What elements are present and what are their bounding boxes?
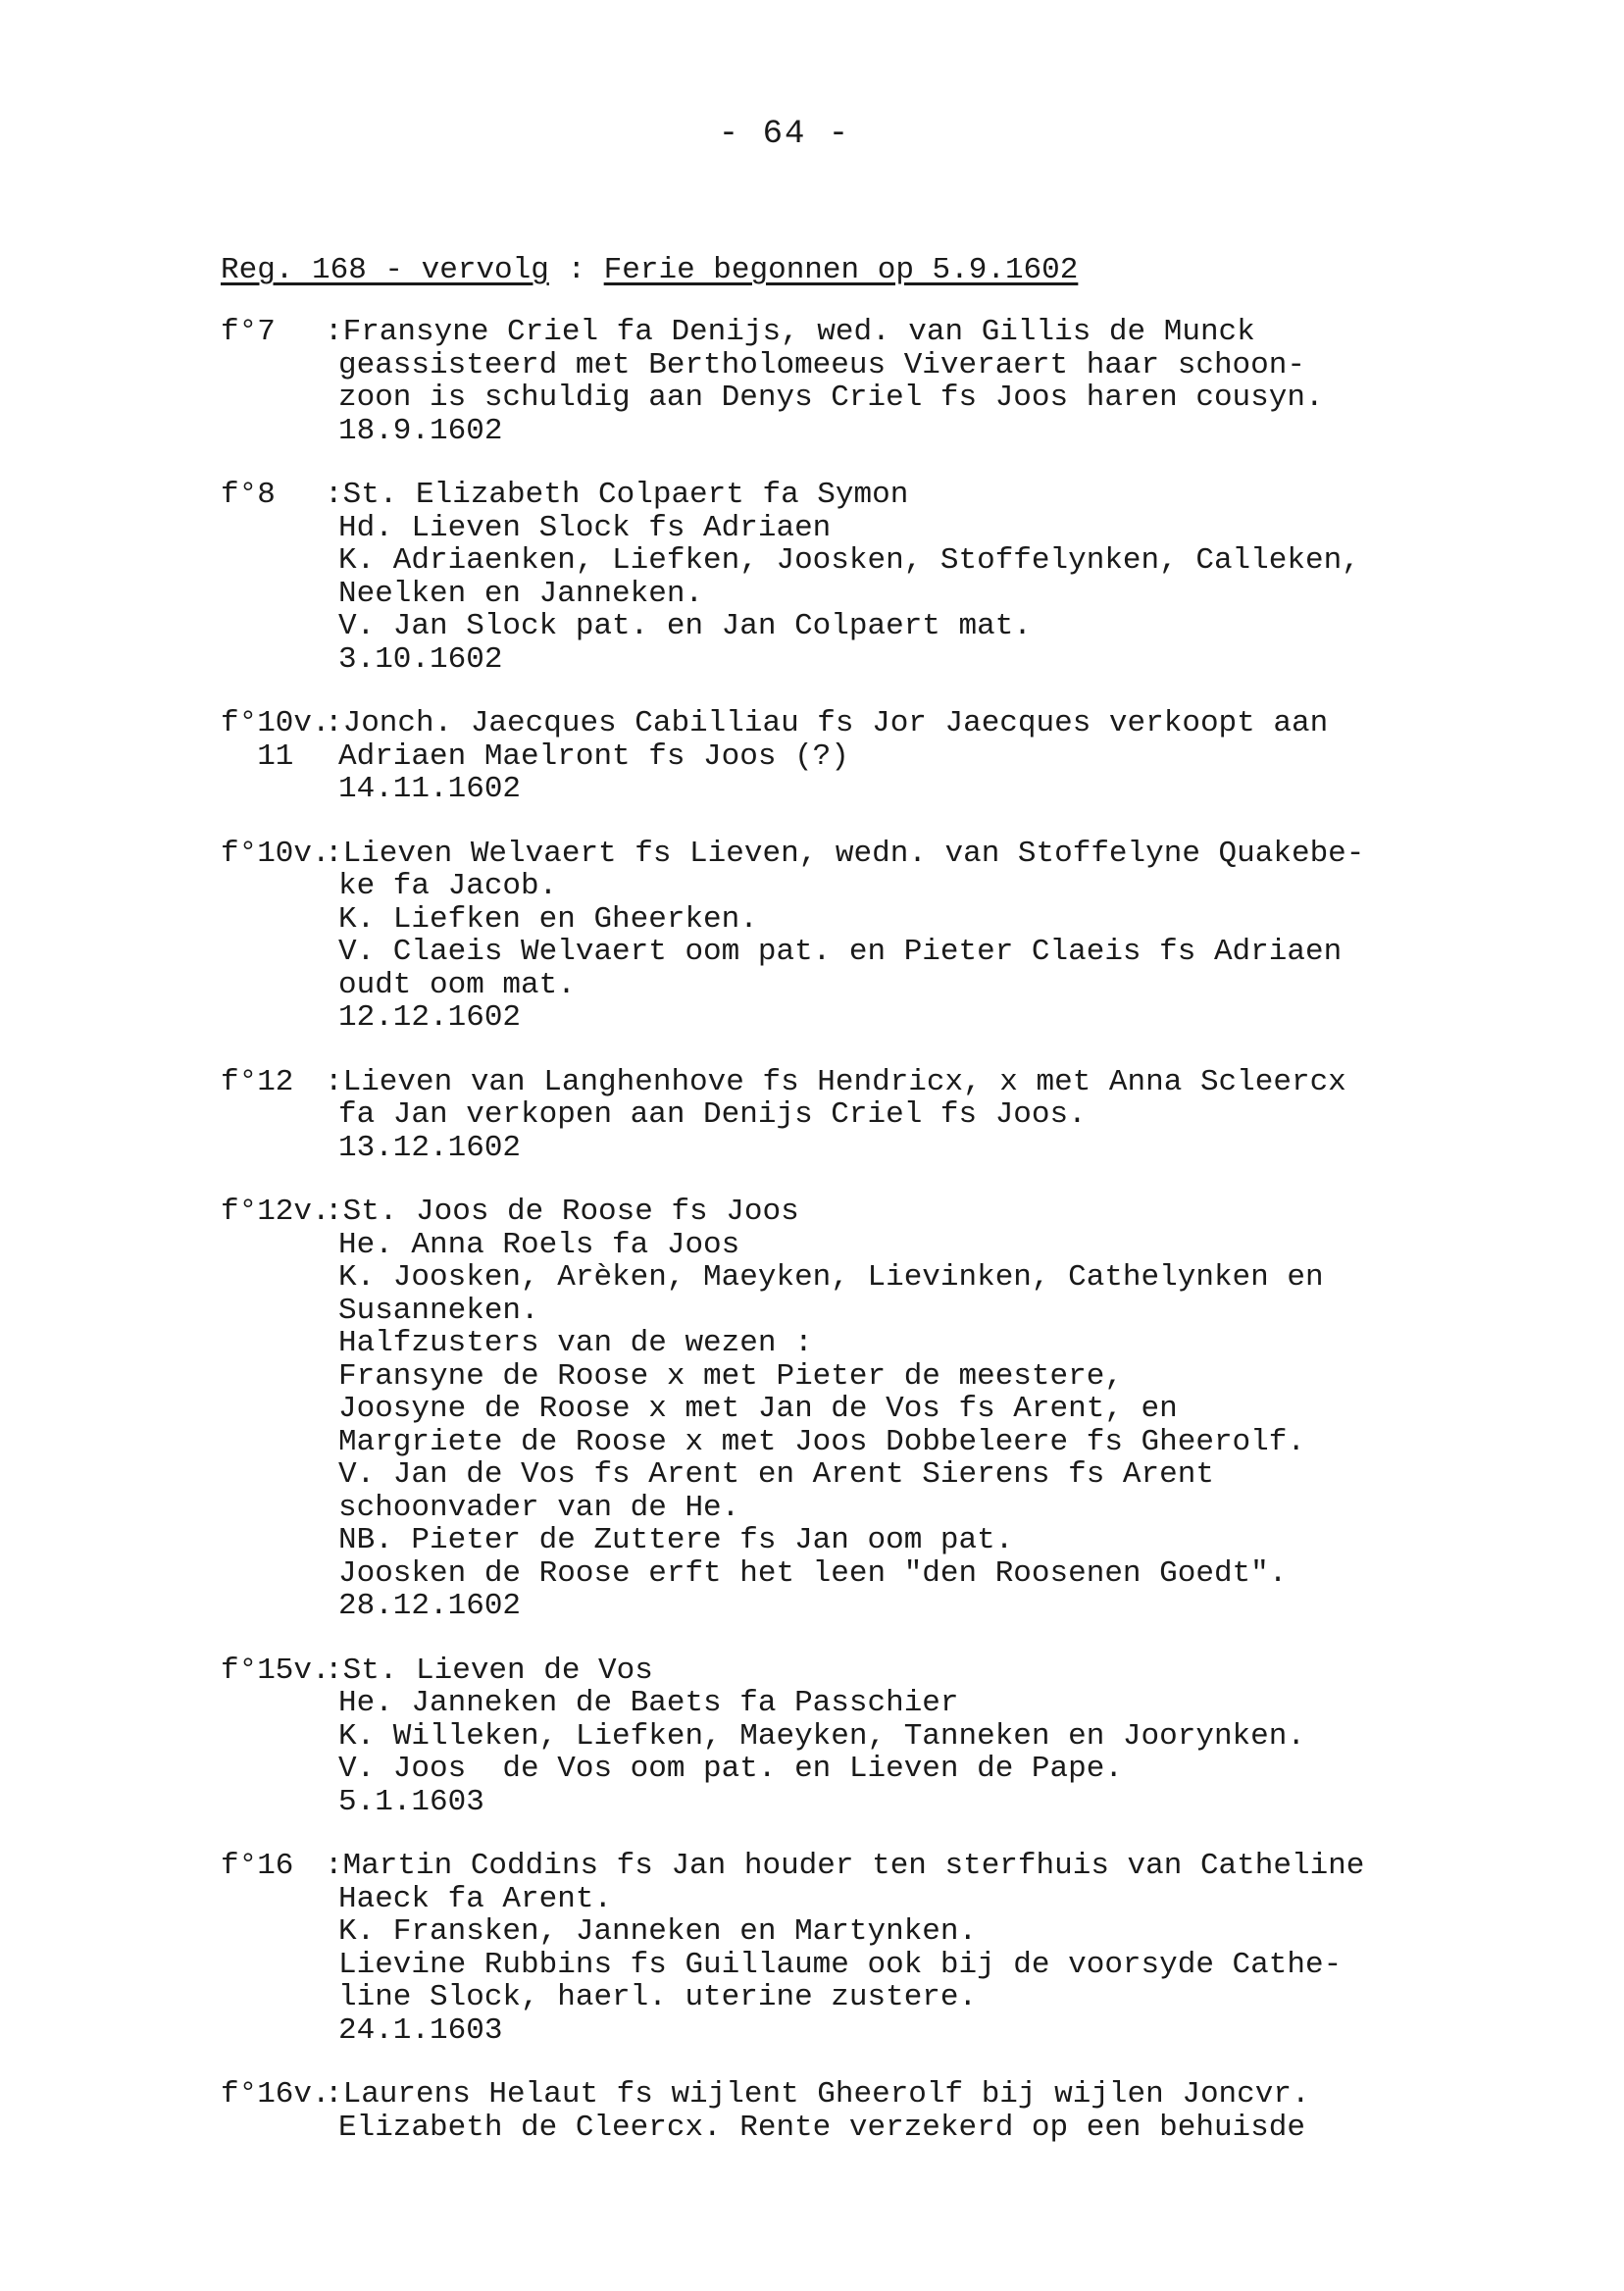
entry-text [325, 706, 1496, 806]
folio-reference [221, 479, 338, 676]
entry-line: He. Janneken de Baets fa Passchier [338, 1686, 959, 1720]
entry-line: :Laurens Helaut fs wijlent Gheerolf bij wijlen Joncvr. [325, 2077, 1310, 2112]
folio-line: f°10v. [221, 706, 330, 740]
entry-line: :St. Elizabeth Colpaert fa Symon [325, 478, 909, 512]
entry-line: :Martin Coddins fs Jan houder ten sterfhuis van Catheline [325, 1849, 1365, 1883]
entry-line: 14.11.1602 [338, 772, 522, 806]
record-entry [221, 1196, 1496, 1623]
folio-line: f°10v. [221, 836, 330, 871]
entry-line: K. Fransken, Janneken en Martynken. [338, 1914, 978, 1949]
entry-line: V. Jan Slock pat. en Jan Colpaert mat. [338, 609, 1032, 643]
folio-line: 11 [221, 738, 294, 774]
entry-line: Susanneken. [338, 1293, 539, 1328]
folio-line: f°12v. [221, 1195, 330, 1229]
record-entry [221, 1066, 1496, 1165]
folio-line: f°7 [221, 315, 276, 349]
entry-line: Joosyne de Roose x met Jan de Vos fs Arent, en [338, 1392, 1178, 1426]
entry-line: Neelken en Janneken. [338, 576, 704, 611]
entry-line: Lievine Rubbins fs Guillaume ook bij de voorsyde Cathe- [338, 1947, 1343, 1982]
folio-reference [221, 1850, 338, 2047]
entry-text [325, 836, 1496, 1035]
folio-reference [221, 316, 338, 447]
folio-line: f°12 [221, 1064, 294, 1099]
entry-line: :St. Lieven de Vos [325, 1653, 653, 1688]
folio-line: f°15v. [221, 1653, 330, 1688]
entry-text [325, 2077, 1496, 2145]
entry-line: K. Joosken, Arèken, Maeyken, Lievinken, Cathelynken en [338, 1260, 1324, 1295]
folio-reference [221, 838, 338, 1035]
folio-line: f°8 [221, 478, 276, 512]
entry-line: :St. Joos de Roose fs Joos [325, 1195, 799, 1229]
register-period: Ferie begonnen op 5.9.1602 [603, 253, 1079, 287]
folio-reference [221, 1196, 338, 1623]
entry-line: line Slock, haerl. uterine zustere. [338, 1980, 978, 2014]
entry-line: He. Anna Roels fa Joos [338, 1227, 740, 1262]
folio-line: f°16 [221, 1849, 294, 1883]
entry-line: Hd. Lieven Slock fs Adriaen [338, 510, 832, 545]
entry-line: 13.12.1602 [338, 1130, 522, 1165]
page-number: - 64 - [718, 116, 851, 153]
entry-line: 3.10.1602 [338, 641, 503, 677]
header-separator: : [548, 253, 604, 287]
folio-reference [221, 1066, 338, 1165]
entry-text [325, 478, 1496, 677]
entry-list [221, 316, 1496, 2175]
folio-reference [221, 1655, 338, 1819]
record-entry [221, 1655, 1496, 1819]
record-entry [221, 316, 1496, 447]
entry-line: oudt oom mat. [338, 967, 576, 1002]
entry-line: :Fransyne Criel fa Denijs, wed. van Gillis de Munck [325, 315, 1255, 349]
entry-line: Margriete de Roose x met Joos Dobbeleere fs Gheerolf. [338, 1424, 1305, 1459]
entry-line: zoon is schuldig aan Denys Criel fs Joos haren cousyn. [338, 381, 1324, 415]
entry-line: :Lieven Welvaert fs Lieven, wedn. van Stoffelyne Quakebe- [325, 836, 1365, 871]
entry-line: 5.1.1603 [338, 1784, 484, 1819]
record-entry [221, 1850, 1496, 2047]
folio-reference [221, 707, 338, 806]
entry-line: K. Willeken, Liefken, Maeyken, Tanneken en Joorynken. [338, 1718, 1305, 1754]
register-header [221, 253, 1078, 287]
entry-line: 24.1.1603 [338, 2012, 503, 2048]
entry-line: Adriaen Maelront fs Joos (?) [338, 738, 849, 774]
folio-line: f°16v. [221, 2077, 330, 2112]
entry-line: Haeck fa Arent. [338, 1881, 613, 1916]
entry-line: schoonvader van de He. [338, 1490, 740, 1525]
entry-text [325, 315, 1496, 448]
folio-reference [221, 2078, 338, 2144]
entry-line: Fransyne de Roose x met Pieter de meestere, [338, 1358, 1123, 1394]
entry-line: V. Joos de Vos oom pat. en Lieven de Pape. [338, 1752, 1123, 1786]
entry-line: geassisteerd met Bertholomeeus Viveraert haar schoon- [338, 347, 1305, 382]
entry-line: fa Jan verkopen aan Denijs Criel fs Joos. [338, 1097, 1087, 1132]
entry-line: K. Adriaenken, Liefken, Joosken, Stoffelynken, Calleken, [338, 543, 1360, 578]
entry-text [325, 1653, 1496, 1819]
record-entry [221, 838, 1496, 1035]
entry-line: 28.12.1602 [338, 1589, 522, 1623]
register-title: Reg. 168 - vervolg [221, 253, 549, 287]
entry-line: :Lieven van Langhenhove fs Hendricx, x met Anna Scleercx [325, 1064, 1346, 1099]
entry-line: 18.9.1602 [338, 413, 503, 448]
entry-line: V. Claeis Welvaert oom pat. en Pieter Claeis fs Adriaen [338, 935, 1343, 969]
record-entry [221, 2078, 1496, 2144]
entry-line: Halfzusters van de wezen : [338, 1326, 813, 1360]
entry-text [325, 1849, 1496, 2048]
record-entry [221, 479, 1496, 676]
entry-line: ke fa Jacob. [338, 869, 558, 903]
record-entry [221, 707, 1496, 806]
entry-line: :Jonch. Jaecques Cabilliau fs Jor Jaecques verkoopt aan [325, 706, 1329, 740]
entry-text [325, 1195, 1496, 1623]
entry-line: 12.12.1602 [338, 1000, 522, 1035]
entry-line: K. Liefken en Gheerken. [338, 901, 758, 937]
entry-text [325, 1064, 1496, 1165]
entry-line: Elizabeth de Cleercx. Rente verzekerd op een behuisde [338, 2110, 1305, 2145]
entry-line: NB. Pieter de Zuttere fs Jan oom pat. [338, 1523, 1014, 1557]
entry-line: Joosken de Roose erft het leen "den Roosenen Goedt". [338, 1555, 1288, 1591]
entry-line: V. Jan de Vos fs Arent en Arent Sierens fs Arent [338, 1457, 1214, 1492]
